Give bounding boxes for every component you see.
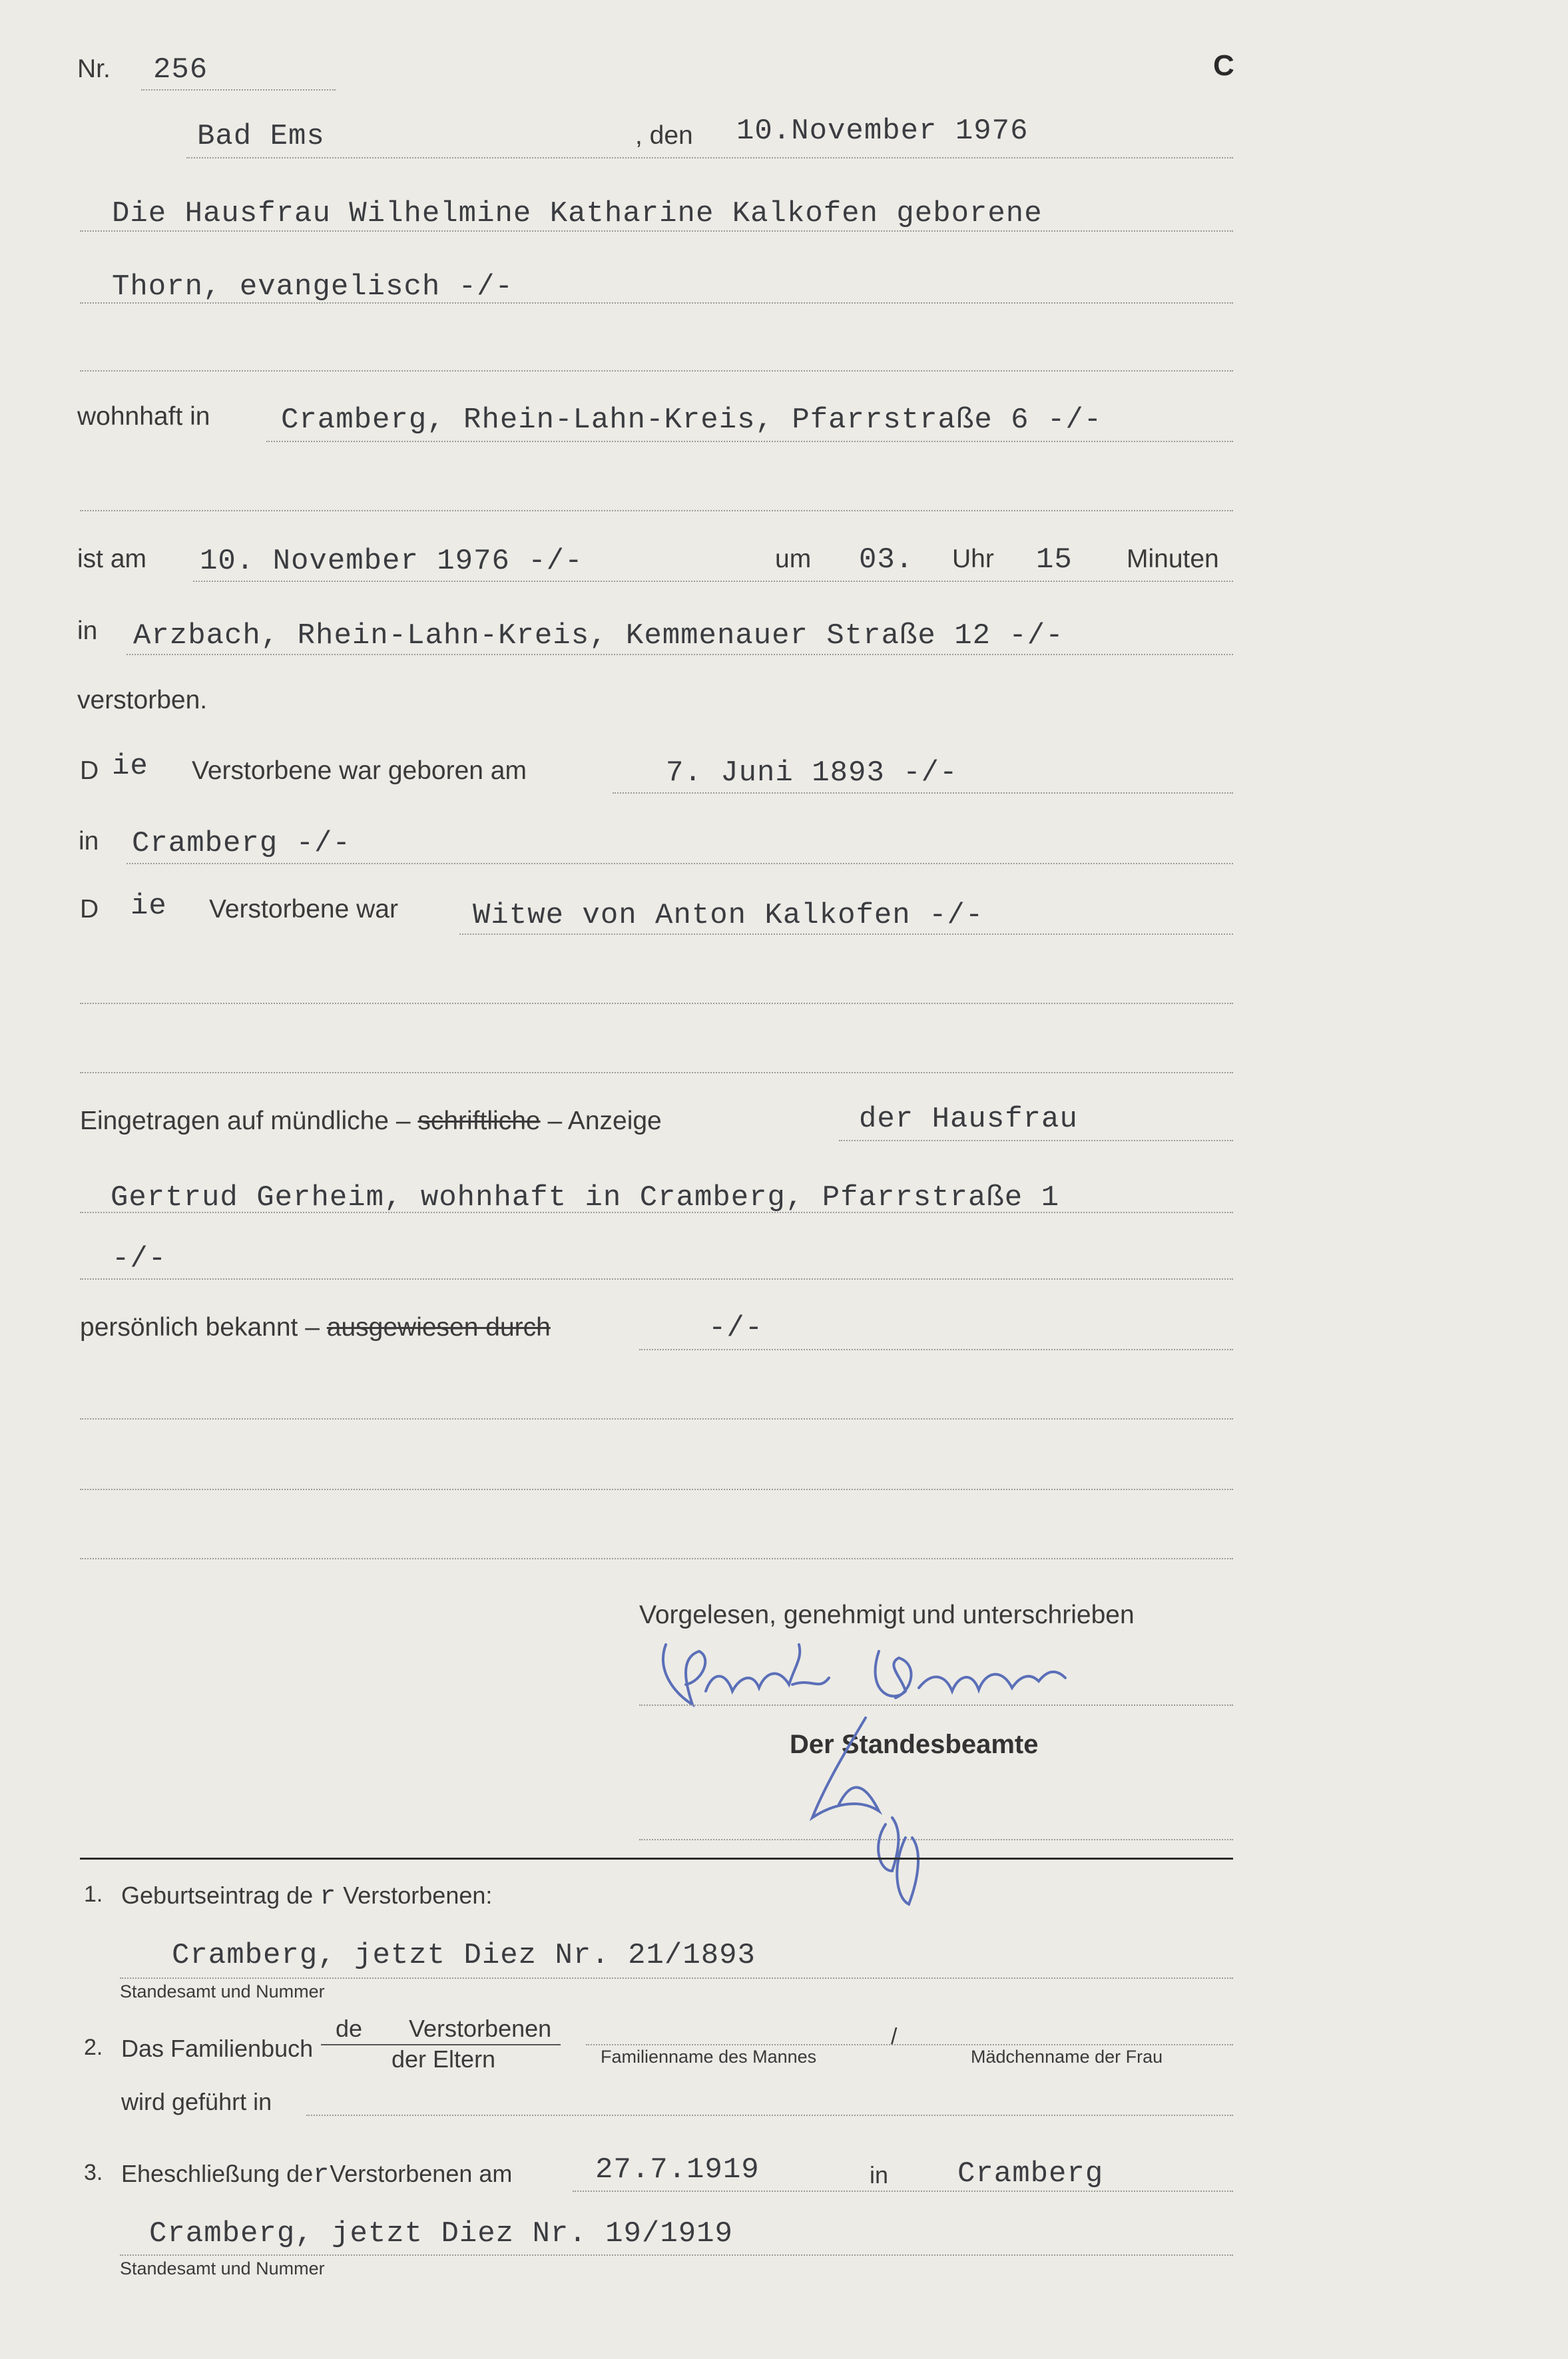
dotted-line <box>80 1418 1233 1420</box>
status-d-label: D <box>80 895 99 923</box>
um-label: um <box>775 545 812 573</box>
death-date-label: ist am <box>77 545 147 573</box>
official-title: Der Standesbeamte <box>790 1730 1039 1759</box>
death-date: 10. November 1976 -/- <box>200 545 583 578</box>
registration-label <box>80 1107 662 1136</box>
birth-entry-r: r <box>320 1882 337 1912</box>
marriage-label-a: Eheschließung de <box>121 2160 314 2187</box>
birth-place: Cramberg -/- <box>132 827 351 860</box>
dotted-line <box>839 1140 1233 1141</box>
deceased-line-2: Thorn, evangelisch -/- <box>112 270 513 304</box>
familienbuch-verstorbenen: Verstorbenen <box>409 2015 552 2042</box>
standesamt-caption-2: Standesamt und Nummer <box>120 2258 325 2278</box>
slash: / <box>891 2024 898 2049</box>
death-hour: 03. <box>859 543 914 577</box>
dotted-line <box>459 933 1233 935</box>
registration-label-a: Eingetragen auf mündliche – <box>80 1107 411 1135</box>
birth-entry-label-b: Verstorbenen: <box>343 1882 493 1909</box>
dotted-line <box>127 654 1233 655</box>
official-signature-text <box>0 0 1 1</box>
dotted-line <box>186 157 1233 158</box>
marriage-date: 27.7.1919 <box>595 2153 760 2187</box>
birth-article: ie <box>112 750 148 783</box>
dotted-line <box>266 441 1233 442</box>
informant-line-2: Gertrud Gerheim, wohnhaft in Cramberg, Pfarrstraße 1 <box>111 1181 1060 1214</box>
birth-place-label: in <box>79 827 99 856</box>
known-label-text: persönlich bekannt – <box>80 1313 320 1342</box>
informant-line-3: -/- <box>112 1242 167 1276</box>
dotted-line <box>80 1003 1233 1004</box>
minuten-label: Minuten <box>1127 545 1219 573</box>
dotted-line <box>639 1349 1233 1350</box>
registration-label-b: – Anzeige <box>547 1107 662 1135</box>
birth-entry-label <box>121 1882 492 1912</box>
dotted-line <box>306 2115 1233 2116</box>
dotted-line <box>613 792 1233 794</box>
marriage-in-label: in <box>870 2161 889 2189</box>
standesamt-caption: Standesamt und Nummer <box>120 1981 325 2001</box>
death-place-label: in <box>77 617 98 645</box>
dotted-line <box>127 863 1233 864</box>
familienbuch-de: de <box>336 2015 363 2042</box>
dotted-line <box>80 230 1233 232</box>
dotted-line <box>193 581 1233 582</box>
dotted-line <box>586 2044 1233 2045</box>
approval-text: Vorgelesen, genehmigt und unterschrieben <box>639 1601 1135 1629</box>
footnote-2-number: 2. <box>84 2035 103 2060</box>
dotted-line <box>80 510 1233 511</box>
marriage-place: Cramberg <box>957 2157 1104 2191</box>
dotted-line <box>80 1212 1233 1213</box>
known-label <box>80 1313 551 1342</box>
marriage-r: r <box>313 2161 330 2191</box>
familienbuch-eltern: der Eltern <box>392 2045 496 2073</box>
death-place: Arzbach, Rhein-Lahn-Kreis, Kemmenauer Straße 12 -/- <box>133 619 1064 653</box>
dotted-line <box>573 2191 1233 2192</box>
birth-d-label: D <box>80 756 99 785</box>
dotted-line <box>80 1072 1233 1073</box>
gefuehrt-label: wird geführt in <box>121 2088 272 2115</box>
status-label: Verstorbene war <box>209 895 398 923</box>
birth-entry-value: Cramberg, jetzt Diez Nr. 21/1893 <box>172 1939 756 1972</box>
footnote-1-number: 1. <box>84 1882 103 1907</box>
marriage-label <box>121 2160 512 2191</box>
birth-date: 7. Juni 1893 -/- <box>666 756 958 790</box>
marriage-registry: Cramberg, jetzt Diez Nr. 19/1919 <box>149 2217 733 2250</box>
dotted-line <box>120 2254 1233 2256</box>
dotted-line <box>80 370 1233 372</box>
known-struck: ausgewiesen durch <box>326 1313 551 1342</box>
dotted-line <box>80 1278 1233 1280</box>
status-value: Witwe von Anton Kalkofen -/- <box>473 899 984 932</box>
footnote-3-number: 3. <box>84 2160 103 2185</box>
registration-struck: schriftliche <box>417 1107 541 1135</box>
death-minute: 15 <box>1036 543 1073 577</box>
maedchenname-caption: Mädchenname der Frau <box>971 2047 1163 2067</box>
uhr-label: Uhr <box>952 545 994 573</box>
known-value: -/- <box>708 1312 764 1345</box>
birth-entry-label-a: Geburtseintrag de <box>121 1882 314 1909</box>
dotted-line <box>141 89 336 91</box>
deceased-line-1: Die Hausfrau Wilhelmine Katharine Kalkofen geborene <box>112 197 1043 230</box>
nr-value: 256 <box>153 53 208 87</box>
dotted-line <box>80 1489 1233 1490</box>
familienbuch-label: Das Familienbuch <box>121 2035 314 2062</box>
marriage-label-b: Verstorbenen am <box>330 2160 513 2187</box>
date-label: , den <box>635 121 693 150</box>
date-value: 10.November 1976 <box>736 115 1029 148</box>
nr-label: Nr. <box>77 55 111 83</box>
birth-label: Verstorbene war geboren am <box>192 756 527 785</box>
residence-value: Cramberg, Rhein-Lahn-Kreis, Pfarrstraße 6 -/- <box>281 403 1103 437</box>
dotted-line <box>80 1558 1233 1559</box>
place: Bad Ems <box>197 120 325 153</box>
residence-label: wohnhaft in <box>77 402 210 431</box>
section-divider <box>80 1858 1233 1860</box>
informant-line-1: der Hausfrau <box>859 1103 1078 1136</box>
verstorben-label: verstorben. <box>77 686 208 714</box>
dotted-line <box>120 1977 1233 1979</box>
corner-letter: C <box>1213 49 1234 82</box>
familienname-mann-caption: Familienname des Mannes <box>601 2047 817 2067</box>
official-signature <box>786 1704 945 1924</box>
status-article: ie <box>131 890 167 923</box>
dotted-line <box>80 302 1233 304</box>
